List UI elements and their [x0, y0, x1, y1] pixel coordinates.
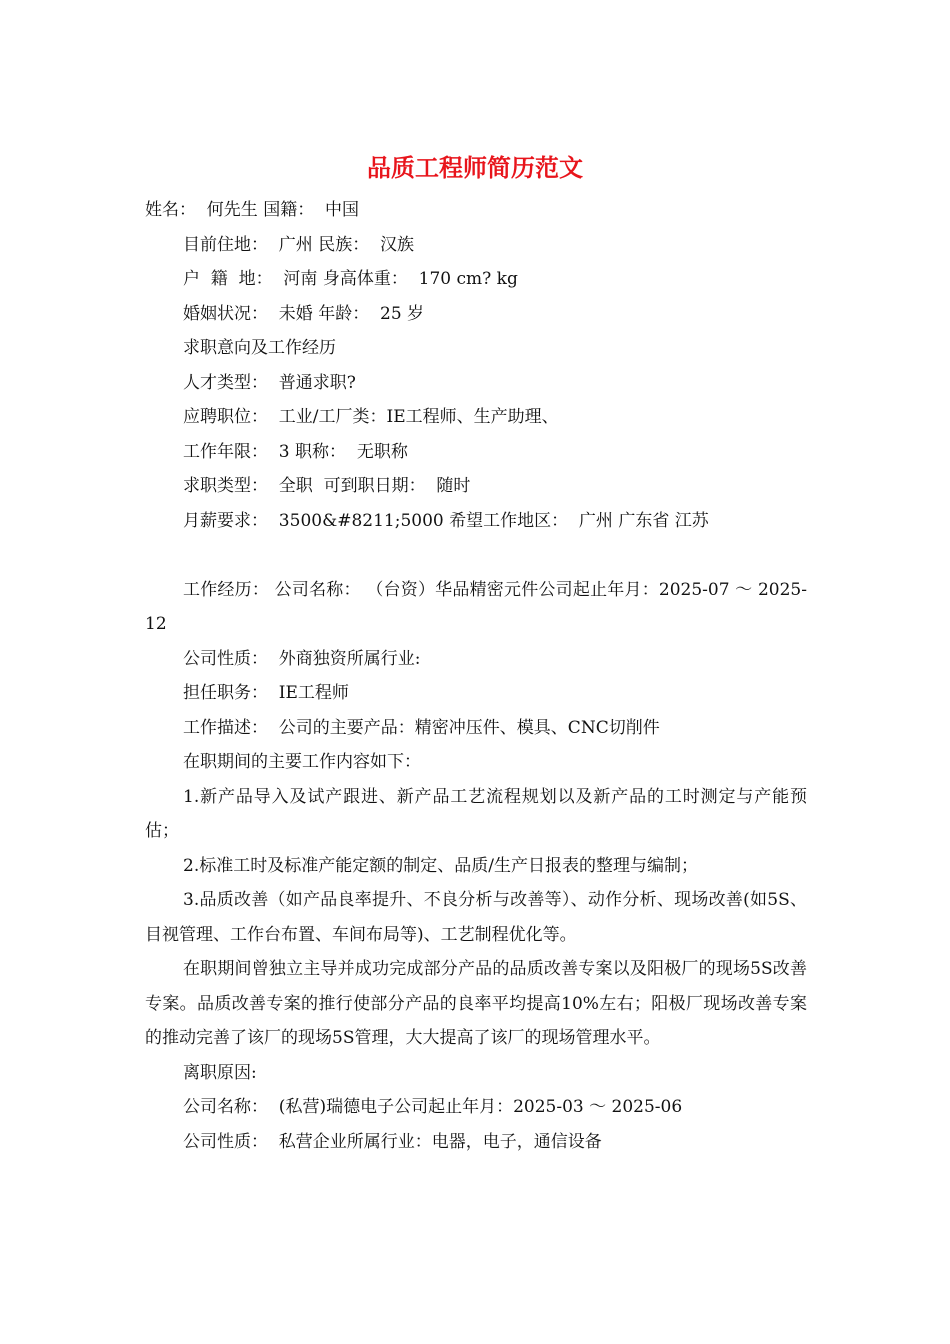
- text-line-job-type: 求职类型： 全职 可到职日期： 随时: [183, 476, 471, 496]
- document-title: 品质工程师简历范文: [367, 153, 583, 182]
- duty-item-1: 1.新产品导入及试产跟进、新产品工艺流程规划以及新产品的工时测定与产能预估；: [145, 786, 807, 841]
- text-line-job-description: 工作描述： 公司的主要产品：精密冲压件、模具、CNC切削件: [183, 717, 660, 738]
- text-line-marital: 婚姻状况： 未婚 年龄： 25 岁: [183, 303, 425, 324]
- text-line-company-nature: 公司性质： 外商独资所属行业:: [183, 648, 421, 669]
- text-line-position: 应聘职位： 工业/工厂类：IE工程师、生产助理、: [183, 407, 559, 427]
- text-line-salary: 月薪要求： 3500&#8211;5000 希望工作地区： 广州 广东省 江苏: [183, 510, 709, 531]
- text-line-section-heading: 求职意向及工作经历: [183, 338, 336, 358]
- duty-item-2: 2.标准工时及标准产能定额的制定、品质/生产日报表的整理与编制；: [183, 855, 698, 876]
- text-line-talent-type: 人才类型： 普通求职?: [183, 372, 356, 393]
- text-line-residence: 目前住地： 广州 民族： 汉族: [183, 234, 415, 255]
- blank-line: [145, 538, 807, 573]
- text-line-hometown: 户 籍 地： 河南 身高体重： 170 cm? kg: [183, 269, 518, 289]
- text-line-company-2-nature: 公司性质： 私营企业所属行业：电器，电子，通信设备: [183, 1131, 602, 1152]
- text-line-leave-reason: 离职原因:: [183, 1062, 257, 1083]
- achievement-paragraph: 在职期间曾独立主导并成功完成部分产品的品质改善专案以及阳极厂的现场5S改善专案。品质改善专案的推行使部分产品的良率平均提高10%左右；阳极厂现场改善专案的推动完善了该厂的现场5S管理，大大提高了该厂的现场管理水平。: [145, 959, 807, 1048]
- duty-item-3: 3.品质改善（如产品良率提升、不良分析与改善等）、动作分析、现场改善(如5S、目视管理、工作台布置、车间布局等)、工艺制程优化等。: [145, 890, 807, 945]
- text-line-company-2: 公司名称： (私营)瑞德电子公司起止年月：2025-03 ～ 2025-06: [183, 1097, 683, 1117]
- text-line-years: 工作年限： 3 职称： 无职称: [183, 441, 408, 462]
- text-line-role: 担任职务： IE工程师: [183, 683, 349, 703]
- text-line-duties-intro: 在职期间的主要工作内容如下：: [183, 752, 421, 772]
- text-line-name: 姓名： 何先生 国籍： 中国: [145, 200, 360, 220]
- document-body: [145, 193, 807, 1159]
- text-line-work-experience: 工作经历： 公司名称： （台资）华品精密元件公司起止年月：2025-07 ～ 2025-12: [145, 579, 807, 634]
